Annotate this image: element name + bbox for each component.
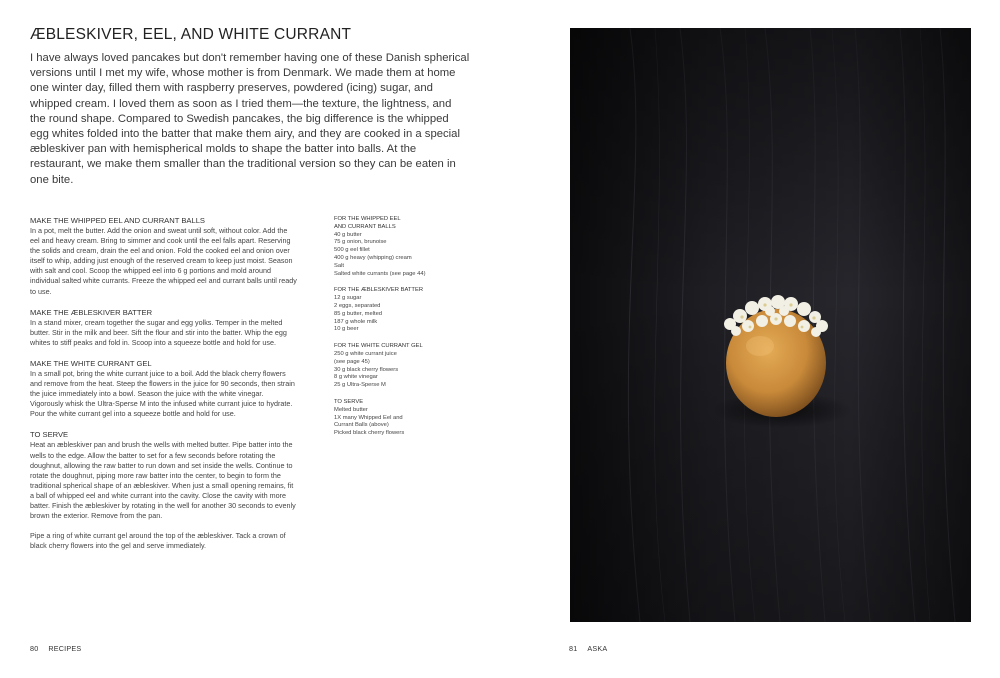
step-body: Heat an æbleskiver pan and brush the wells with melted butter. Pipe batter into the wells to the edge. Allow the batter to set for a few seconds before rotating the doughnut, allowing the raw batter to run down and set inside the wells. Continue to rotate the doughnut, piping more raw batter into the center, to begin to form the traditional spherical shape of an æbleskiver. When just a small opening remains, fit a ball of whipped eel and white currant into the cavity. Close the cavity with more batter. Finish the æbleskiver by rotating in the well for another 30 seconds to evenly brown the exterior. Remove from the pan. bbox=[30, 440, 296, 521]
intro-paragraph: I have always loved pancakes but don't remember having one of these Danish spherical versions until I met my wife, whose mother is from Denmark. We made them at home one winter day, filled them with raspberry preserves, powdered (icing) sugar, and whipped cream. I loved them as soon as I tried them—the texture, the lightness, and the round shape. Compared to Swedish pancakes, the big difference is the whipped egg whites folded into the batter that make them airy, and they are cooked in a special æbleskiver pan with hemispherical molds to shape the batter into balls. At the restaurant, we make them smaller than the traditional version so they can be eaten in one bite. bbox=[30, 52, 470, 186]
step-heading: MAKE THE WHIPPED EEL AND CURRANT BALLS bbox=[30, 216, 205, 225]
ingredient-list bbox=[334, 295, 474, 334]
ingredient-item: Melted butter bbox=[334, 406, 368, 413]
method-column bbox=[30, 216, 298, 562]
ingredient-item: 8 g white vinegar bbox=[334, 374, 378, 381]
ingredient-list bbox=[334, 407, 474, 438]
recipe-intro bbox=[30, 51, 470, 188]
ingredient-item: Picked black cherry flowers bbox=[334, 430, 405, 437]
ingredient-item: 187 g whole milk bbox=[334, 318, 378, 325]
step-finish: Pipe a ring of white currant gel around the top of the æbleskiver. Tack a crown of black cherry flowers into the gel and serve immediately. bbox=[30, 531, 286, 551]
ingredient-item: 40 g butter bbox=[334, 231, 362, 238]
ingredient-item: 30 g black cherry flowers bbox=[334, 366, 399, 373]
ingredient-group-heading: FOR THE ÆBLESKIVER BATTER bbox=[334, 287, 424, 294]
ingredient-group bbox=[334, 399, 474, 438]
ingredient-item: Salted white currants (see page 44) bbox=[334, 270, 426, 277]
step-body: In a small pot, bring the white currant juice to a boil. Add the black cherry flowers and remove from the heat. Steep the flowers in the juice for 90 seconds, then strain the juice immediately into a bowl. Season the juice with the white vinegar. Vigorously whisk the Ultra-Sperse M into the infused white currant juice to hydrate. Pour the white currant gel into a squeeze bottle and hold for use. bbox=[30, 368, 295, 419]
ingredient-list bbox=[334, 351, 474, 390]
ingredient-group bbox=[334, 287, 474, 334]
method-step bbox=[30, 216, 298, 297]
method-step bbox=[30, 308, 298, 348]
running-footer: RECIPES bbox=[48, 644, 82, 653]
ingredient-item: 2 eggs, separated bbox=[334, 302, 381, 309]
page-number: 80 bbox=[30, 644, 39, 653]
ingredient-group-heading: TO SERVE bbox=[334, 398, 364, 405]
ingredient-group bbox=[334, 343, 474, 390]
aebleskiver-ball bbox=[726, 309, 826, 417]
step-heading: TO SERVE bbox=[30, 430, 69, 440]
ingredient-item: 10 g beer bbox=[334, 326, 359, 333]
ingredient-item: 25 g Ultra-Sperse M bbox=[334, 382, 386, 389]
ingredient-item: 400 g heavy (whipping) cream bbox=[334, 254, 412, 261]
ingredient-item: 12 g sugar bbox=[334, 295, 362, 302]
ingredient-group-heading: FOR THE WHITE CURRANT GEL bbox=[334, 343, 423, 350]
step-heading: MAKE THE WHITE CURRANT GEL bbox=[30, 358, 152, 368]
ingredient-list bbox=[334, 232, 474, 279]
recipe-title: ÆBLESKIVER, EEL, AND WHITE CURRANT bbox=[30, 26, 352, 43]
method-step bbox=[30, 430, 298, 551]
ingredient-item: 1X many Whipped Eel and Currant Balls (above) bbox=[334, 414, 403, 429]
step-body: In a stand mixer, cream together the sugar and egg yolks. Temper in the melted butter. Stir in the milk and beer. Sift the flour and stir into the batter. Whip the egg whites to stiff peaks and fold in. Scoop into a squeeze bottle and hold for use. bbox=[30, 317, 287, 347]
ingredient-item: Salt bbox=[334, 262, 344, 269]
method-step bbox=[30, 359, 298, 419]
right-page-folio bbox=[569, 644, 607, 653]
step-heading: MAKE THE ÆBLESKIVER BATTER bbox=[30, 307, 153, 317]
ingredients-column bbox=[334, 216, 474, 447]
ingredient-group bbox=[334, 216, 474, 278]
dish-photo bbox=[570, 28, 971, 622]
ingredient-item: 500 g eel fillet bbox=[334, 247, 370, 254]
dish-photo-illustration bbox=[570, 28, 971, 622]
right-page bbox=[500, 0, 1000, 678]
ingredient-item: 250 g white currant juice (see page 45) bbox=[334, 350, 397, 365]
left-page-folio bbox=[30, 644, 81, 653]
running-footer: ASKA bbox=[587, 644, 608, 653]
ingredient-group-heading: FOR THE WHIPPED EEL AND CURRANT BALLS bbox=[334, 216, 401, 230]
ingredient-item: 75 g onion, brunoise bbox=[334, 239, 387, 246]
step-body: In a pot, melt the butter. Add the onion and sweat until soft, without color. Add the eel and heavy cream. Bring to simmer and cook until the eel falls apart. Reserving the solids and cream, drain the eel and onion. Fold the cooked eel and onion over itself to whip, adding just enough of the reserved cream to keep just moist. Season with salt and cool. Scoop the whipped eel into 6 g portions and mold around individual salted white currants. Freeze the whipped eel and currant balls until ready to use. bbox=[30, 226, 297, 296]
page-number: 81 bbox=[569, 644, 578, 653]
ingredient-item: 85 g butter, melted bbox=[334, 310, 383, 317]
